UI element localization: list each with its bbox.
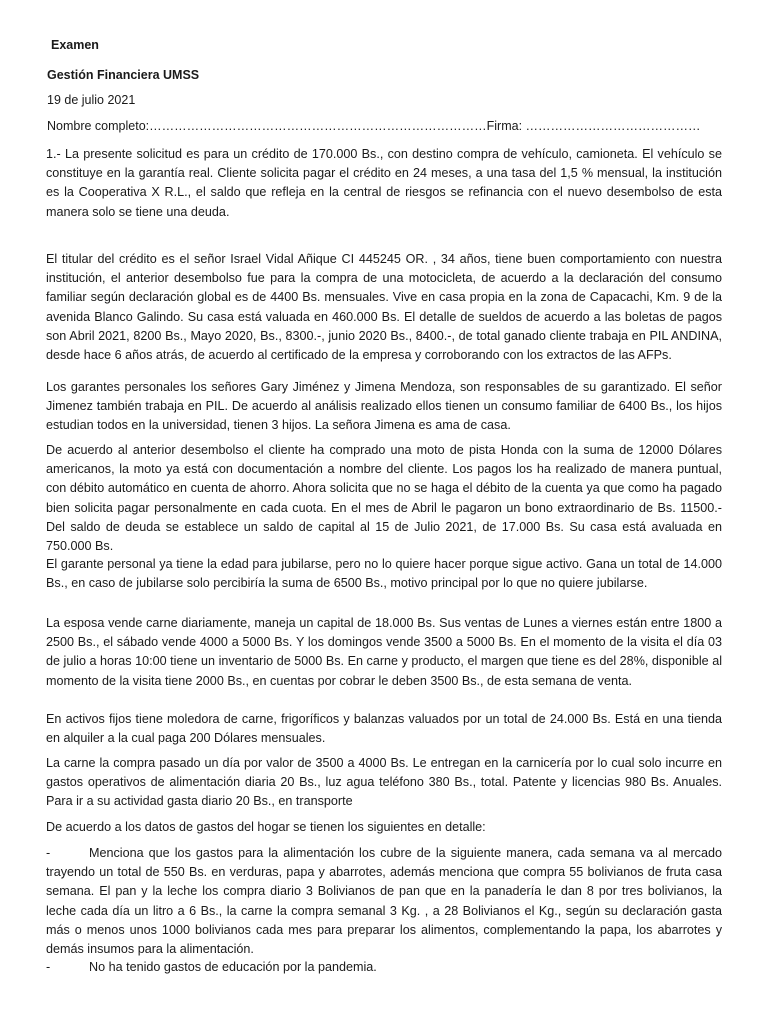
bullet-text: No ha tenido gastos de educación por la pandemia. <box>89 960 377 974</box>
paragraph-operating-costs: La carne la compra pasado un día por valor de 3500 a 4000 Bs. Le entregan en la carnicería por lo cual solo incurre en gastos operativos de alimentación diaria 20 Bs., luz agua teléfono 380 Bs., total. Patente y licencias 980 Bs. Anuales. Para ir a su actividad gasta diario 20 Bs., en transporte <box>46 756 722 809</box>
exam-date: 19 de julio 2021 <box>47 93 136 107</box>
paragraph-credit-request: 1.- La presente solicitud es para un crédito de 170.000 Bs., con destino compra de vehículo, camioneta. El vehículo se constituye en la garantía real. Cliente solicita pagar el crédito en 24 meses, a una tasa del 1,5 % mensual, la institución es la Cooperativa X R.L., el saldo que refleja en la central de riesgos se refinancia con el nuevo desembolso de esta manera solo se tiene una deuda. <box>46 147 722 219</box>
paragraph-guarantors: Los garantes personales los señores Gary Jiménez y Jimena Mendoza, son responsables de su garantizado. El señor Jimenez también trabaja en PIL. De acuerdo al análisis realizado ellos tienen un consumo familiar de 6400 Bs., los hijos estudian todos en la universidad, tienen 3 hijos. La señora Jimena es ama de casa. <box>46 380 722 433</box>
paragraph-guarantor-retirement: El garante personal ya tiene la edad para jubilarse, pero no lo quiere hacer porque sigue activo. Gana un total de 14.000 Bs., en caso de jubilarse solo percibiría la suma de 6500 Bs., motivo principal por lo que no quiere jubilarse. <box>46 557 722 591</box>
paragraph-household-intro: De acuerdo a los datos de gastos del hogar se tienen los siguientes en detalle: <box>46 820 486 834</box>
exam-label: Examen <box>51 38 99 52</box>
bullet-text: Menciona que los gastos para la alimentación los cubre de la siguiente manera, cada semana va al mercado trayendo un total de 550 Bs. en verduras, papa y abarrotes, además menciona que compra 55 bolivianos de fruta casa semana. El pan y la leche los compra diario 3 Bolivianos de pan que en la panadería le dan 8 por tres bolivianos, la leche cada día un litro a 6 Bs., la carne la compra semanal 3 Kg. , a 28 Bolivianos el Kg., según su declaración gasta más o menos unos 1000 bolivianos cada mes para preparar los alimentos, complementando la papa, los abarrotes y demás insumos para la alimentación. <box>46 846 722 957</box>
paragraph-borrower-profile: El titular del crédito es el señor Israel Vidal Añique CI 445245 OR. , 34 años, tiene buen comportamiento con nuestra institución, el anterior desembolso fue para la compra de una motocicleta, de acuerdo a la declaración del consumo familiar según declaración global es de 4400 Bs. mensuales. Vive en casa propia en la zona de Capacachi, Km. 9 de la avenida Blanco Galindo. Su casa está valuada en 460.000 Bs. El detalle de sueldos de acuerdo a las boletas de pagos son Abril 2021, 8200 Bs., Mayo 2020, Bs., 8300.-, junio 2020 Bs., 8400.-, de total ganado cliente trabaja en PIL ANDINA, desde hace 6 años atrás, de acuerdo al certificado de la empresa y corroborando con los extractos de las AFPs. <box>46 252 722 363</box>
bullet-marker: - <box>46 960 51 974</box>
bullet-marker: - <box>46 846 51 860</box>
course-title: Gestión Financiera UMSS <box>47 68 200 82</box>
name-signature-fields: Nombre completo:………………………………………………………………………Firma: …………………………………… <box>47 119 701 133</box>
list-item <box>46 958 722 977</box>
list-item <box>46 844 722 959</box>
paragraph-wife-business: La esposa vende carne diariamente, maneja un capital de 18.000 Bs. Sus ventas de Lunes a viernes están entre 1800 a 2500 Bs., el sábado vende 4000 a 5000 Bs. Y los domingos vende 3500 a 5000 Bs. En el momento de la visita el día 03 de julio a horas 10:00 tiene un inventario de 5000 Bs. En carne y producto, el margen que tiene es del 28%, disponible al momento de la visita tiene 2000 Bs., en cuentas por cobrar le deben 3500 Bs., de esta semana de venta. <box>46 616 722 688</box>
paragraph-previous-loan: De acuerdo al anterior desembolso el cliente ha comprado una moto de pista Honda con la suma de 12000 Dólares americanos, la moto ya está con documentación a nombre del cliente. Los pagos los ha realizado de manera puntual, con débito automático en cuenta de ahorro. Ahora solicita que no se haga el débito de la cuenta ya que como ha pagado bien solicita pagar personalmente en cada cuota. En el mes de Abril le pagaron un bono extraordinario de Bs. 11500.- Del saldo de deuda se establece un saldo de capital al 15 de Julio 2021, de 17.000 Bs. Su casa está avaluada en 750.000 Bs. <box>46 443 722 554</box>
paragraph-fixed-assets: En activos fijos tiene moledora de carne, frigoríficos y balanzas valuados por un total de 24.000 Bs. Está en una tienda en alquiler a la cual paga 200 Dólares mensuales. <box>46 712 722 746</box>
